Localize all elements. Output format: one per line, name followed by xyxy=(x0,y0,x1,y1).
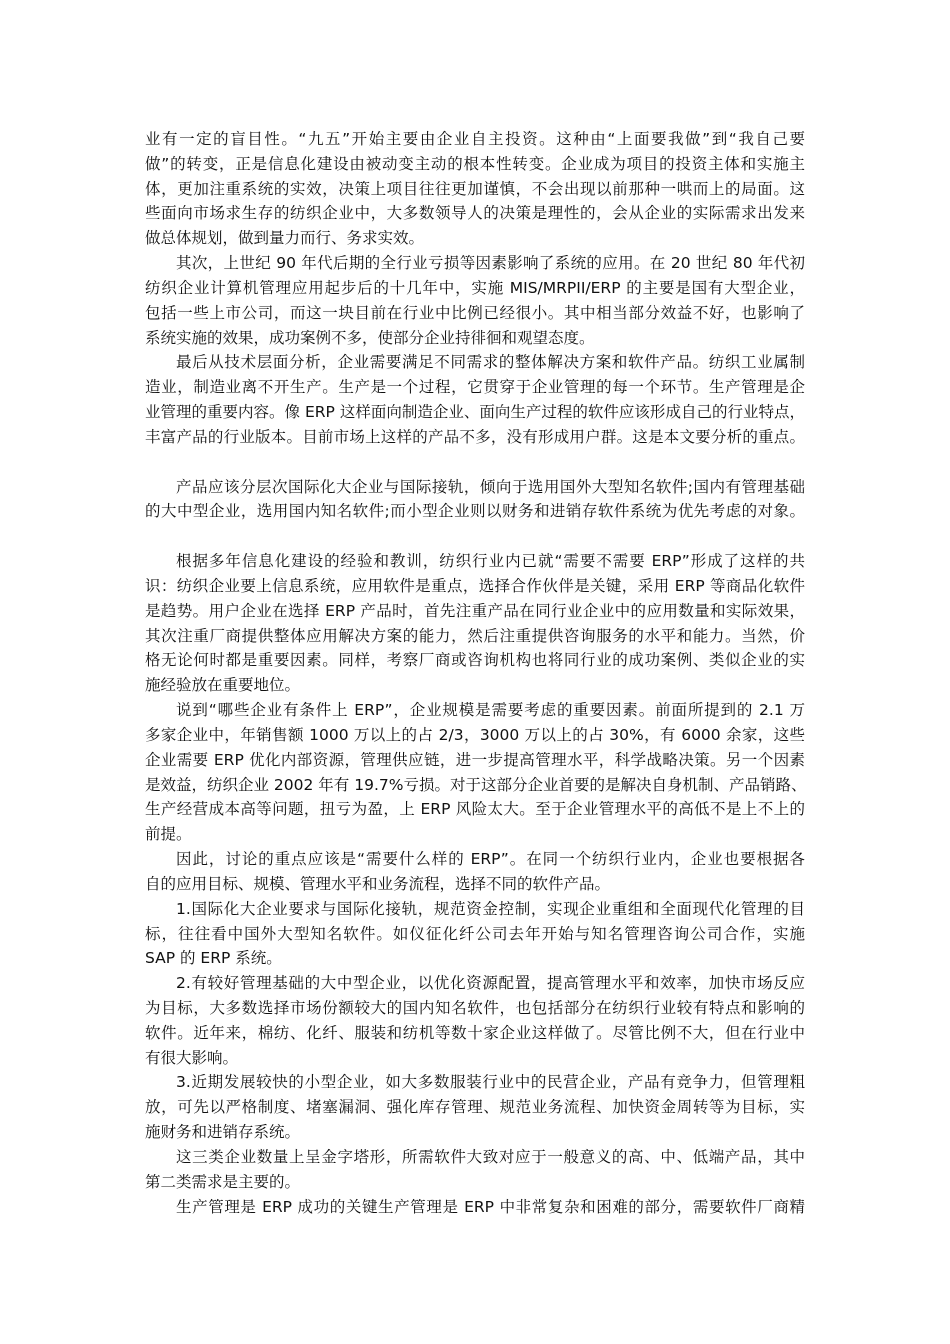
paragraph-line: 自的应用目标、规模、管理水平和业务流程，选择不同的软件产品。 xyxy=(145,874,611,893)
paragraph-line: 放，可先以严格制度、堵塞漏洞、强化库存管理、规范业务流程、加快资金周转等为目标，实 xyxy=(145,1098,805,1117)
paragraph-line: 1.国际化大企业要求与国际化接轨，规范资金控制，实现企业重组和全面现代化管理的目 xyxy=(176,899,805,918)
paragraph-line: 其次，上世纪 90 年代后期的全行业亏损等因素影响了系统的应用。在 20 世纪 80 年代初 xyxy=(176,254,805,273)
paragraph xyxy=(145,847,805,897)
numbered-paragraph xyxy=(145,971,805,1070)
body-text xyxy=(145,127,805,1219)
blank-line xyxy=(145,524,805,549)
paragraph-line: 企业需要 ERP 优化内部资源，管理供应链，进一步提高管理水平，科学战略决策。另一个因素 xyxy=(145,750,805,769)
paragraph-line: 施经验放在重要地位。 xyxy=(145,676,301,695)
paragraph xyxy=(145,350,805,449)
paragraph-line: 施财务和进销存系统。 xyxy=(145,1123,301,1142)
paragraph xyxy=(145,475,805,525)
paragraph-line: 生产经营成本高等问题，扭亏为盈，上 ERP 风险太大。至于企业管理水平的高低不是上不上的 xyxy=(145,800,805,819)
paragraph-line: 生产管理是 ERP 成功的关键生产管理是 ERP 中非常复杂和困难的部分，需要软件厂商精 xyxy=(176,1197,805,1216)
paragraph-line: 格无论何时都是重要因素。同样，考察厂商或咨询机构也将同行业的成功案例、类似企业的实 xyxy=(145,651,805,670)
paragraph-line: 根据多年信息化建设的经验和教训，纺织行业内已就“需要不需要 ERP”形成了这样的共 xyxy=(176,552,805,571)
paragraph-line: 这三类企业数量上呈金字塔形，所需软件大致对应于一般意义的高、中、低端产品，其中 xyxy=(176,1147,805,1166)
paragraph xyxy=(145,549,805,698)
paragraph-line: 标，往往看中国外大型知名软件。如仪征化纤公司去年开始与知名管理咨询公司合作，实施 xyxy=(145,924,805,943)
numbered-paragraph xyxy=(145,1070,805,1144)
paragraph-line: 2.有较好管理基础的大中型企业，以优化资源配置，提高管理水平和效率，加快市场反应 xyxy=(176,974,805,993)
paragraph xyxy=(145,1195,805,1220)
paragraph-line: 其次注重厂商提供整体应用解决方案的能力，然后注重提供咨询服务的水平和能力。当然，价 xyxy=(145,626,805,645)
paragraph-line: 前提。 xyxy=(145,825,192,844)
paragraph xyxy=(145,251,805,350)
paragraph-line: 产品应该分层次国际化大企业与国际接轨，倾向于选用国外大型知名软件;国内有管理基础 xyxy=(176,477,805,496)
paragraph xyxy=(145,698,805,847)
paragraph-line: 些面向市场求生存的纺织企业中，大多数领导人的决策是理性的，会从企业的实际需求出发来 xyxy=(145,204,805,223)
paragraph-line: 软件。近年来，棉纺、化纤、服装和纺机等数十家企业这样做了。尽管比例不大，但在行业中 xyxy=(145,1023,805,1042)
paragraph-line: 的大中型企业，选用国内知名软件;而小型企业则以财务和进销存软件系统为优先考虑的对象。 xyxy=(145,502,805,521)
numbered-paragraph xyxy=(145,897,805,971)
paragraph-line: 为目标，大多数选择市场份额较大的国内知名软件，也包括部分在纺织行业较有特点和影响的 xyxy=(145,998,805,1017)
paragraph-line: 业管理的重要内容。像 ERP 这样面向制造企业、面向生产过程的软件应该形成自己的行业特点， xyxy=(145,403,805,422)
paragraph xyxy=(145,127,805,251)
paragraph-line: 3.近期发展较快的小型企业，如大多数服装行业中的民营企业，产品有竞争力，但管理粗 xyxy=(176,1073,805,1092)
paragraph-line: 第二类需求是主要的。 xyxy=(145,1172,301,1191)
paragraph-line: SAP 的 ERP 系统。 xyxy=(145,949,282,968)
paragraph-line: 最后从技术层面分析，企业需要满足不同需求的整体解决方案和软件产品。纺织工业属制 xyxy=(176,353,805,372)
paragraph-line: 说到“哪些企业有条件上 ERP”，企业规模是需要考虑的重要因素。前面所提到的 2.1 万 xyxy=(176,701,805,720)
paragraph-line: 体，更加注重系统的实效，决策上项目往往更加谨慎，不会出现以前那种一哄而上的局面。这 xyxy=(145,179,805,198)
paragraph-line: 是趋势。用户企业在选择 ERP 产品时，首先注重产品在同行业企业中的应用数量和实际效果， xyxy=(145,601,805,620)
paragraph-line: 识：纺织企业要上信息系统，应用软件是重点，选择合作伙伴是关键，采用 ERP 等商品化软件 xyxy=(145,576,805,595)
paragraph-line: 有很大影响。 xyxy=(145,1048,239,1067)
paragraph-line: 包括一些上市公司，而这一块目前在行业中比例已经很小。其中相当部分效益不好，也影响了 xyxy=(145,303,805,322)
paragraph-line: 造业，制造业离不开生产。生产是一个过程，它贯穿于企业管理的每一个环节。生产管理是企 xyxy=(145,378,805,397)
paragraph-line: 系统实施的效果，成功案例不多，使部分企业持徘徊和观望态度。 xyxy=(145,328,595,347)
paragraph-line: 业有一定的盲目性。“九五”开始主要由企业自主投资。这种由“上面要我做”到“我自己要 xyxy=(145,130,805,148)
paragraph xyxy=(145,1145,805,1195)
blank-line xyxy=(145,450,805,475)
paragraph-line: 做”的转变，正是信息化建设由被动变主动的根本性转变。企业成为项目的投资主体和实施主 xyxy=(145,154,805,173)
paragraph-line: 因此，讨论的重点应该是“需要什么样的 ERP”。在同一个纺织行业内，企业也要根据各 xyxy=(176,850,805,869)
paragraph-line: 丰富产品的行业版本。目前市场上这样的产品不多，没有形成用户群。这是本文要分析的重点。 xyxy=(145,427,805,446)
paragraph-line: 是效益，纺织企业 2002 年有 19.7%亏损。对于这部分企业首要的是解决自身机制、产品销路、 xyxy=(145,775,807,794)
paragraph-line: 纺织企业计算机管理应用起步后的十几年中，实施 MIS/MRPII/ERP 的主要是国有大型企业， xyxy=(145,278,805,297)
paragraph-line: 做总体规划，做到量力而行、务求实效。 xyxy=(145,229,425,248)
paragraph-line: 多家企业中，年销售额 1000 万以上的占 2/3，3000 万以上的占 30%，有 6000 余家，这些 xyxy=(145,725,805,744)
